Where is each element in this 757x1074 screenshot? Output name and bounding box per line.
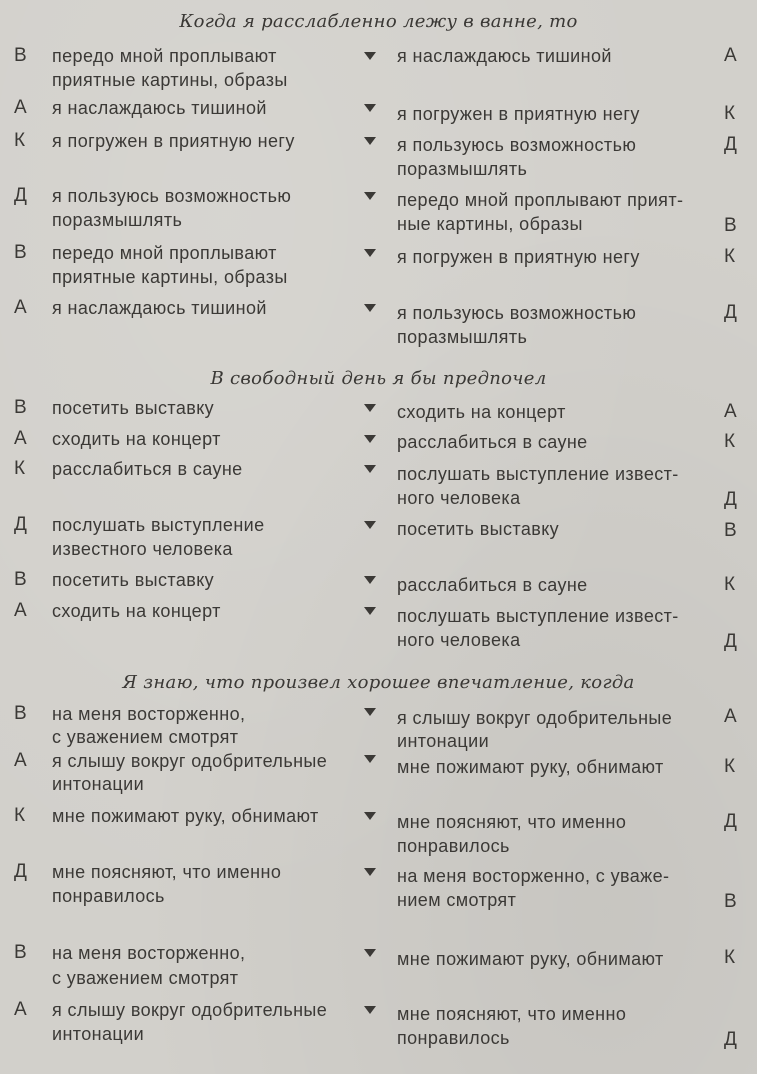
left-code: Д [14, 861, 27, 882]
left-option-line: мне поясняют, что именно [52, 862, 282, 882]
right-option-line: понравилось [397, 1028, 510, 1048]
right-option-line: интонации [397, 731, 490, 751]
right-code: А [724, 45, 737, 66]
right-option-line: мне пожимают руку, обнимают [397, 949, 664, 969]
right-option-line: посетить выставку [397, 519, 560, 539]
left-option-line: с уважением смотрят [52, 968, 239, 988]
right-code: Д [724, 631, 737, 652]
right-option-line: я погружен в приятную негу [397, 104, 640, 124]
left-option-line: интонации [52, 774, 145, 794]
arrow-down-icon [364, 52, 376, 60]
right-option-line: мне пожимают руку, обнимают [397, 757, 664, 777]
right-code: Д [724, 489, 737, 510]
right-option-line: мне поясняют, что именно [397, 1004, 627, 1024]
arrow-down-icon [364, 755, 376, 763]
left-code: В [14, 569, 27, 590]
arrow-down-icon [364, 137, 376, 145]
left-option-line: я наслаждаюсь тишиной [52, 98, 267, 118]
right-option-line: ного человека [397, 630, 521, 650]
right-option-line: ные картины, образы [397, 214, 583, 234]
arrow-down-icon [364, 465, 376, 473]
left-option-line: я погружен в приятную негу [52, 131, 295, 151]
left-option-line: понравилось [52, 886, 165, 906]
right-option-line: поразмышлять [397, 327, 528, 347]
left-option-line: посетить выставку [52, 570, 215, 590]
left-option-line: посетить выставку [52, 398, 215, 418]
left-code: А [14, 297, 27, 318]
arrow-down-icon [364, 521, 376, 529]
right-code: В [724, 215, 737, 236]
left-code: Д [14, 185, 27, 206]
right-option-line: я пользуюсь возможностью [397, 135, 637, 155]
right-code: В [724, 891, 737, 912]
right-code: Д [724, 811, 737, 832]
left-code: А [14, 97, 27, 118]
right-option-line: я слышу вокруг одобрительные [397, 708, 673, 728]
right-option-line: передо мной проплывают прият- [397, 190, 684, 210]
arrow-down-icon [364, 404, 376, 412]
right-option-line: нием смотрят [397, 890, 517, 910]
right-code: Д [724, 302, 737, 323]
arrow-down-icon [364, 868, 376, 876]
arrow-down-icon [364, 1006, 376, 1014]
arrow-down-icon [364, 304, 376, 312]
left-code: А [14, 750, 27, 771]
right-option-line: послушать выступление извест- [397, 606, 679, 626]
section-heading-bath: Когда я расслабленно лежу в ванне, то [179, 11, 578, 32]
arrow-down-icon [364, 607, 376, 615]
section-heading-free-day: В свободный день я бы предпочел [210, 368, 547, 389]
left-code: В [14, 397, 27, 418]
right-option-line: ного человека [397, 488, 521, 508]
left-code: А [14, 999, 27, 1020]
right-option-line: понравилось [397, 836, 510, 856]
arrow-down-icon [364, 708, 376, 716]
left-option-line: известного человека [52, 539, 233, 559]
left-option-line: приятные картины, образы [52, 267, 288, 287]
left-code: Д [14, 514, 27, 535]
left-option-line: интонации [52, 1024, 145, 1044]
right-option-line: расслабиться в сауне [397, 432, 588, 452]
right-code: А [724, 706, 737, 727]
left-option-line: сходить на концерт [52, 601, 221, 621]
right-option-line: я наслаждаюсь тишиной [397, 46, 612, 66]
left-option-line: я слышу вокруг одобрительные [52, 1000, 328, 1020]
left-code: К [14, 805, 26, 826]
right-code: Д [724, 134, 737, 155]
left-code: А [14, 428, 27, 449]
arrow-down-icon [364, 949, 376, 957]
arrow-down-icon [364, 576, 376, 584]
arrow-down-icon [364, 104, 376, 112]
right-option-line: послушать выступление извест- [397, 464, 679, 484]
left-option-line: расслабиться в сауне [52, 459, 243, 479]
right-option-line: мне поясняют, что именно [397, 812, 627, 832]
right-option-line: поразмышлять [397, 159, 528, 179]
left-option-line: послушать выступление [52, 515, 265, 535]
right-code: В [724, 520, 737, 541]
arrow-down-icon [364, 249, 376, 257]
left-option-line: на меня восторженно, [52, 943, 246, 963]
left-option-line: на меня восторженно, [52, 704, 246, 724]
right-option-line: я пользуюсь возможностью [397, 303, 637, 323]
right-code: К [724, 431, 736, 452]
right-code: К [724, 246, 736, 267]
right-code: К [724, 756, 736, 777]
left-code: К [14, 458, 26, 479]
left-option-line: поразмышлять [52, 210, 183, 230]
left-option-line: передо мной проплывают [52, 46, 277, 66]
left-option-line: мне пожимают руку, обнимают [52, 806, 319, 826]
left-option-line: приятные картины, образы [52, 70, 288, 90]
left-code: А [14, 600, 27, 621]
left-code: В [14, 703, 27, 724]
right-code: Д [724, 1029, 737, 1050]
right-code: К [724, 947, 736, 968]
right-option-line: расслабиться в сауне [397, 575, 588, 595]
right-code: К [724, 103, 736, 124]
right-option-line: на меня восторженно, с уваже- [397, 866, 670, 886]
left-code: В [14, 45, 27, 66]
left-option-line: я пользуюсь возможностью [52, 186, 292, 206]
arrow-down-icon [364, 192, 376, 200]
arrow-down-icon [364, 435, 376, 443]
left-code: В [14, 942, 27, 963]
left-option-line: сходить на концерт [52, 429, 221, 449]
left-code: В [14, 242, 27, 263]
section-heading-impression: Я знаю, что произвел хорошее впечатление, когда [122, 672, 635, 693]
left-option-line: с уважением смотрят [52, 727, 239, 747]
left-option-line: передо мной проплывают [52, 243, 277, 263]
right-option-line: сходить на концерт [397, 402, 566, 422]
left-option-line: я слышу вокруг одобрительные [52, 751, 328, 771]
right-option-line: я погружен в приятную негу [397, 247, 640, 267]
right-code: К [724, 574, 736, 595]
left-code: К [14, 130, 26, 151]
arrow-down-icon [364, 812, 376, 820]
left-option-line: я наслаждаюсь тишиной [52, 298, 267, 318]
right-code: А [724, 401, 737, 422]
